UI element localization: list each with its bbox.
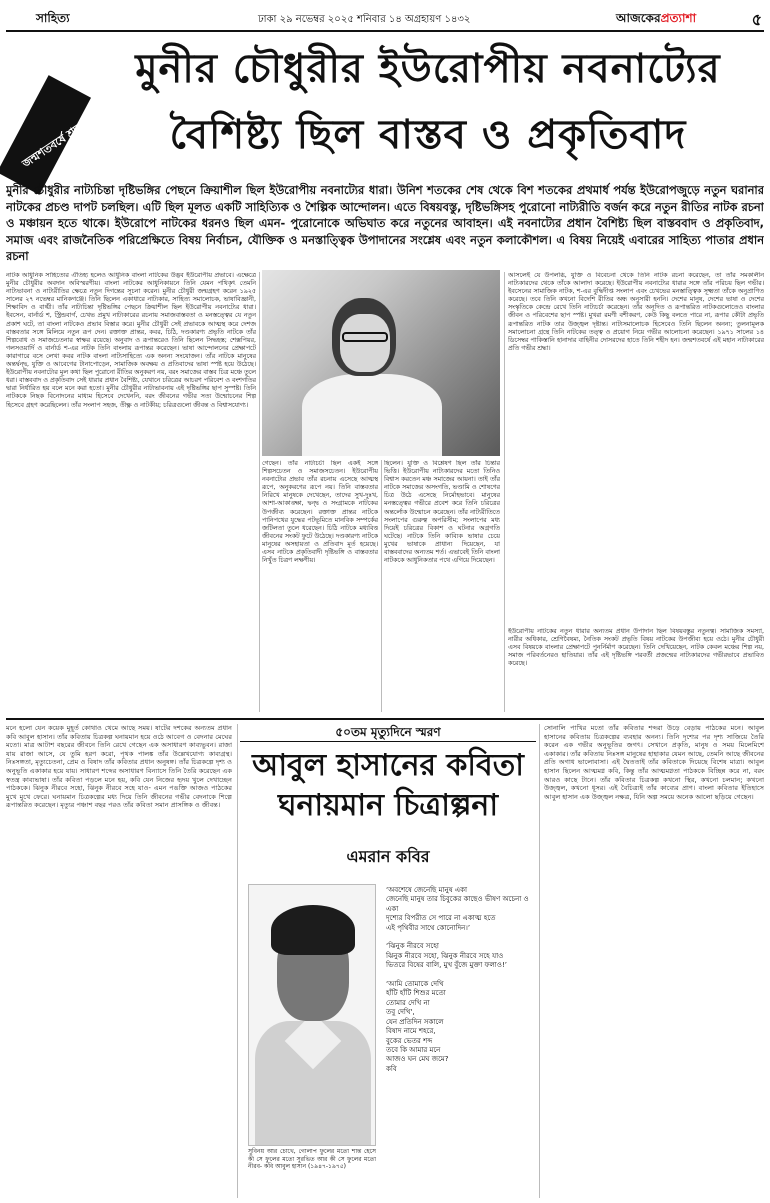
remembrance-label: ৫০তম মৃত্যুদিনে স্মরণ bbox=[335, 725, 441, 739]
main-title-band bbox=[6, 34, 764, 176]
poem-line: বুকের ভেতর শব্দ bbox=[386, 1036, 433, 1045]
remembrance-banner bbox=[240, 722, 536, 742]
poem-line: আজও ঘন মেঘ জমে? bbox=[386, 1055, 449, 1064]
poem-line: তবে কি আমার মনে bbox=[386, 1045, 441, 1054]
glasses-icon bbox=[342, 332, 388, 342]
poem-line: ঝিনুক নীরবে সহো, ঝিনুক নীরবে সহে যাও bbox=[386, 951, 504, 960]
page-number: ৫ bbox=[751, 10, 762, 29]
issue-date: ঢাকা ২৯ নভেম্বর ২০২৫ শনিবার ১৪ অগ্রহায়ণ ১৪৩২ bbox=[258, 14, 471, 25]
poem-line: ভিতরে বিষের বালি, মুখ বুঁজে মুক্তা ফলাও!’ bbox=[386, 961, 507, 970]
poem-line bbox=[386, 971, 534, 980]
section-label: সাহিত্য bbox=[36, 11, 70, 25]
photo-face-shape bbox=[340, 314, 390, 372]
poet-photo bbox=[248, 884, 376, 1146]
paper-prefix: আজকের bbox=[616, 11, 661, 25]
lead-paragraph: মুনীর চৌধুরীর নাট্যচিন্তা দৃষ্টিভঙ্গির পেছনে ক্রিয়াশীল ছিল ইউরোপীয় নবনাট্যের ধারা। উনিশ শতকের শেষ থেকে বিশ শতকের প্রথমার্ধ পর্যন্ত ইউরোপজুড়ে নতুন ঘরানার নাটকের প্রচণ্ড দাপট চলছিল। এটি ছিল মূলত একটি সাহিত্যিক ও শৈল্পিক আন্দোলন। এতে বিষয়বস্তু, দৃষ্টিভঙ্গিসহ পুরোনো নাট্যরীতি বর্জন করে নতুন রীতির নাটক রচনা ও মঞ্চায়ন হতে থাকে। ইউরোপে নাটকের ধরনও ছিল এমন- পুরোনোকে অভিঘাত করে নতুনের আবাহন। এই নবনাট্যের প্রধান বৈশিষ্ট্য ছিল বাস্তববাদ ও প্রকৃতিবাদ, সমাজ এবং রাজনৈতিক পরিপ্রেক্ষিতে বিষয় নির্বাচন, যৌক্তিক ও মনস্তাত্ত্বিক উপাদানের সংশ্লেষ এবং নতুন কলাকৌশল। এ বিষয় নিয়েই এবারের সাহিত্য পাতার প্রধান রচনা bbox=[6, 183, 764, 263]
ribbon-label: জন্মশতবর্ষে শ্রদ্ধা bbox=[19, 119, 88, 171]
poem-article-byline: এমরান কবির bbox=[346, 847, 430, 866]
poem-line: এই পৃথিবীর সাথে কোনোদিন।’ bbox=[386, 923, 471, 932]
anniversary-ribbon bbox=[0, 75, 91, 195]
poem-line: কবি bbox=[386, 1064, 397, 1073]
column-divider bbox=[259, 272, 260, 712]
poem-line: ‘অবশেষে জেনেছি মানুষ একা bbox=[386, 886, 468, 894]
poem-line: হাঁটি হাঁটি শিশুর মতো bbox=[386, 989, 446, 998]
poem-line: তোমার দেখি না bbox=[386, 998, 430, 1007]
poem-line: ‘ঝিনুক নীরবে সহো bbox=[386, 942, 439, 951]
poem-line: যেন প্রতিদিন সকালে bbox=[386, 1017, 444, 1026]
column-divider bbox=[381, 460, 382, 712]
poem-line: জেনেছি মানুষ তার চিবুকের কাছেও ভীষণ অচেনা ও একা bbox=[386, 895, 529, 913]
photo-caption: সুবিনয় আর চোখে, গোলাপ ফুলের মতো শান্ত হেসে কী সে ফুলের মতো সুরভিত আর কী সে ফুলের মতো নীরব- কবি আবুল হাসান (১৯৪৭-১৯৭৫) bbox=[248, 1148, 376, 1170]
poem-article-left-column: মনে হলো যেন কয়েক মুহূর্ত কোথাও থেমে আছে সময়। ষাটের দশকের অন্যতম প্রধান কবি আবুল হাসান। তাঁর কবিতায় চিত্রকল্প ঘনায়মান হয়ে ওঠে আবেগ ও বেদনার মেঘের মতো। মাত্র আটাশ বছরের জীবনে তিনি রেখে গেছেন এক অসাধারণ কাব্যভুবন। রাজা যায় রাজা আসে, যে তুমি হরণ করো, পৃথক পালঙ্ক তাঁর উল্লেখযোগ্য কাব্যগ্রন্থ। নিঃসঙ্গতা, মৃত্যুচেতনা, প্রেম ও বিষাদ তাঁর কবিতার প্রধান অনুষঙ্গ। তাঁর চিত্রকল্পে দৃশ্য ও অনুভূতি একাকার হয়ে যায়। সাধারণ শব্দের অসাধারণ বিন্যাসে তিনি তৈরি করেছেন এক স্বতন্ত্র কাব্যভাষা। তাঁর কবিতা পড়লে মনে হয়, কবি যেন নিজের হৃদয় খুলে দেখাচ্ছেন পাঠককে। ঝিনুক নীরবে সহো, ঝিনুক নীরবে সহে যাও- এমন পঙক্তি আজও পাঠকের মুখে মুখে ফেরে। ঘনায়মান চিত্রকল্পের মধ্য দিয়ে তিনি জীবনের গভীর বেদনাকে শিল্পে রূপান্তরিত করেছেন। মৃত্যুর পঞ্চাশ বছর পরও তাঁর কবিতা সমান প্রাসঙ্গিক ও জীবন্ত। bbox=[6, 724, 232, 810]
author-photo bbox=[262, 270, 500, 456]
newspaper-logo bbox=[616, 10, 696, 30]
poem-article-title: আবুল হাসানের কবিতা ঘনায়মান চিত্রাল্পনা bbox=[252, 748, 524, 823]
column-divider bbox=[504, 272, 505, 712]
section-separator bbox=[6, 718, 764, 720]
column-divider bbox=[237, 724, 238, 1198]
poem-line: বিষাদ নামে শহরে, bbox=[386, 1027, 436, 1036]
poem-line: দৃশ্যের বিপরীত সে পারে না একাত্ম হতে bbox=[386, 914, 496, 923]
poem-line: ‘আমি তোমাকে দেখি bbox=[386, 980, 444, 989]
article-column-5: ইউরোপীয় নাটকের নতুন ধারার অন্যতম প্রধান উপাদান ছিল বিষয়বস্তুর নতুনত্ব। সামাজিক সমস্যা, নারীর অধিকার, শ্রেণিবৈষম্য, নৈতিক সংকট প্রভৃতি বিষয় নাটকের উপজীব্য হয়ে ওঠে। মুনীর চৌধুরী এসব বিষয়কে বাংলার প্রেক্ষাপটে পুনর্নির্মাণ করেছেন। তিনি দেখিয়েছেন, নাটক কেবল মঞ্চের শিল্প নয়, সমাজ পরিবর্তনেরও হাতিয়ার। তাঁর এই দৃষ্টিভঙ্গি পরবর্তী প্রজন্মের নাট্যকারদের গভীরভাবে প্রভাবিত করেছে। bbox=[508, 628, 764, 668]
poem-excerpt bbox=[386, 886, 534, 1074]
article-column-4: আসলেই যে উপলব্ধি, যুক্তি ও বিবেচনা থেকে তিনি নাটক রচনা করেছেন, তা তাঁর সমকালীন নাট্যকারদের থেকে তাঁকে আলাদা করেছে। ইউরোপীয় নবনাট্যের ধারার সঙ্গে তাঁর পরিচয় ছিল গভীর। ইবসেনের সামাজিক নাটক, শ-এর বুদ্ধিদীপ্ত সংলাপ এবং চেখভের মনস্তাত্ত্বিক সূক্ষ্মতা তাঁকে অনুপ্রাণিত করেছে। তবে তিনি কখনো বিদেশি রীতির অন্ধ অনুসারী হননি। দেশের মানুষ, দেশের ভাষা ও দেশের সংস্কৃতিকে কেন্দ্রে রেখে তিনি নাট্যচর্চা করেছেন। তাঁর অনূদিত ও রূপান্তরিত নাটকগুলোতেও বাংলার জীবন ও পরিবেশের ছাপ স্পষ্ট। মুখরা রমণী বশীকরণ, কেউ কিছু বলতে পারে না, রূপার কৌটা প্রভৃতি রূপান্তরিত নাটক তার উজ্জ্বল দৃষ্টান্ত। নাট্যসমালোচক হিসেবেও তিনি ছিলেন অনন্য; তুলনামূলক সমালোচনা গ্রন্থে তিনি নাটকের তত্ত্ব ও প্রয়োগ নিয়ে গভীর আলোচনা করেছেন। ১৯৭১ সালের ১৪ ডিসেম্বর পাকিস্তানি হানাদার বাহিনীর দোসরদের হাতে তিনি শহীদ হন। জন্মশতবর্ষে এই মহান নাট্যকারের প্রতি গভীর শ্রদ্ধা। bbox=[508, 272, 764, 352]
poem-line: তবু দেখি', bbox=[386, 1008, 415, 1017]
column-divider bbox=[539, 724, 540, 1198]
article-column-1: নাটক আধুনিক সাহিত্যের ঐতিহ্য হলেও আধুনিক বাংলা নাটকের উদ্ভব ইউরোপীয় প্রভাবে। এক্ষেত্রে মুনীর চৌধুরীর অবদান অবিস্মরণীয়। বাংলা নাটকের আধুনিকায়নে তিনি যেমন পথিকৃৎ তেমনি নাট্যভাবনা ও নাট্যরীতির ক্ষেত্রে নতুন দিগন্তের সূচনা করেন। মুনীর চৌধুরী জন্মগ্রহণ করেন ১৯২৫ সালের ২৭ নভেম্বর মানিকগঞ্জে। তিনি ছিলেন একাধারে নাট্যকার, সাহিত্য সমালোচক, ভাষাবিজ্ঞানী, শিক্ষাবিদ ও বাগ্মী। তাঁর নাট্যচিন্তা দৃষ্টিভঙ্গির পেছনে ক্রিয়াশীল ছিল ইউরোপীয় নবনাট্যের ধারা। ইবসেন, বার্নার্ড শ, স্ট্রিন্ডবার্গ, চেখভ প্রমুখ নাট্যকারের রচনায় সমাজবাস্তবতা ও মনস্তত্ত্বের যে নতুন প্রকাশ ঘটে, তা বাংলা নাটকেও প্রভাব বিস্তার করে। মুনীর চৌধুরী সেই প্রভাবকে আত্মস্থ করে দেশজ বাস্তবতার সঙ্গে মিলিয়ে নতুন রূপ দেন। রক্তাক্ত প্রান্তর, কবর, চিঠি, দণ্ডকারণ্য প্রভৃতি নাটকে তাঁর শিল্পবোধ ও সমাজচেতনার স্বাক্ষর রয়েছে। অনুবাদ ও রূপান্তরেও তিনি ছিলেন সিদ্ধহস্ত; শেক্সপিয়র, গলসওয়ার্দি ও বার্নার্ড শ-এর নাটক তিনি বাংলায় রূপান্তর করেছেন। ভাষা আন্দোলনের প্রেক্ষাপটে কারাগারে বসে লেখা কবর নাটক বাংলা নাট্যসাহিত্যে এক অনন্য সংযোজন। তাঁর নাটকে মানুষের অন্তর্দ্বন্দ্ব, যুক্তি ও আবেগের টানাপোড়েন, সামাজিক অবক্ষয় ও প্রতিবাদের ভাষা স্পষ্ট হয়ে উঠেছে। ইউরোপীয় নবনাট্যের মূল কথা ছিল পুরোনো রীতির অনুকরণ নয়, বরং সমাজের বাস্তব চিত্র মঞ্চে তুলে ধরা। বাস্তববাদ ও প্রকৃতিবাদ সেই ধারার প্রধান বৈশিষ্ট্য, যেখানে চরিত্রের আচরণ পরিবেশ ও বংশগতির দ্বারা নির্ধারিত হয় বলে মনে করা হতো। মুনীর চৌধুরীর নাট্যভাবনায় এই দৃষ্টিভঙ্গির ছাপ সুস্পষ্ট। তিনি নাটককে নিছক বিনোদনের মাধ্যম হিসেবে দেখেননি, বরং জীবনের গভীর সত্য উন্মোচনের শিল্প হিসেবে গ্রহণ করেছিলেন। তাঁর সংলাপ সহজ, তীক্ষ্ণ ও নাটকীয়; চরিত্রগুলো জীবন্ত ও বিশ্বাসযোগ্য। bbox=[6, 272, 256, 409]
photo-hair-shape bbox=[271, 905, 355, 955]
article-column-3: ছিলেন। যুক্তি ও বিশ্লেষণ ছিল তাঁর চিন্তার ভিত্তি। ইউরোপীয় নাট্যকারদের মতো তিনিও বিশ্বাস করতেন মঞ্চ সমাজের আয়না। তাই তাঁর নাটকে সমাজের অসংগতি, ভণ্ডামি ও শোষণের চিত্র উঠে এসেছে নির্মোহভাবে। মানুষের মনস্তত্ত্বের গভীরে প্রবেশ করে তিনি চরিত্রের অন্তর্লোক উন্মোচন করেছেন। তাঁর নাট্যরীতিতে সংলাপের গুরুত্ব অপরিসীম; সংলাপের মধ্য দিয়েই চরিত্রের বিকাশ ও ঘটনার অগ্রগতি ঘটেছে। নাটকে তিনি কাব্যিক ভাষার চেয়ে মুখের ভাষাকে প্রাধান্য দিয়েছেন, যা বাস্তববাদের অন্যতম শর্ত। এভাবেই তিনি বাংলা নাটককে আধুনিকতার পথে এগিয়ে দিয়েছেন। bbox=[384, 460, 500, 565]
article-column-2: গেছেন। তাঁর নাট্যচর্চা ছিল একই সঙ্গে শিল্পসচেতন ও সমাজসচেতন। ইউরোপীয় নবনাট্যের প্রভাব তাঁর রচনায় এসেছে আত্মস্থ রূপে, অনুকরণের রূপে নয়। তিনি বাস্তবতার নিরিখে মানুষকে দেখেছেন, তাদের সুখ-দুঃখ, আশা-আকাঙ্ক্ষা, দ্বন্দ্ব ও সংগ্রামকে নাটকের উপজীব্য করেছেন। রক্তাক্ত প্রান্তর নাটকে পানিপথের যুদ্ধের পটভূমিতে মানবিক সম্পর্কের জটিলতা তুলে ধরেছেন। চিঠি নাটকে মধ্যবিত্ত জীবনের সংকট ফুটে উঠেছে। দণ্ডকারণ্য নাটকে মানুষের অসহায়তা ও প্রতিবাদ মূর্ত হয়েছে। এসব নাটকে প্রকৃতিবাদী দৃষ্টিভঙ্গি ও বাস্তবতার নিখুঁত চিত্রণ লক্ষণীয়। bbox=[262, 460, 378, 565]
poem-article-right-column: সোনালি পাখির মতো তাঁর কবিতার শব্দরা উড়ে বেড়ায় পাঠকের মনে। আবুল হাসানের কবিতায় চিত্রকল্পের ব্যবহার অনন্য। তিনি দৃশ্যের পর দৃশ্য সাজিয়ে তৈরি করেন এক গভীর অনুভূতির জগৎ। সেখানে প্রকৃতি, মানুষ ও সময় মিলেমিশে একাকার। তাঁর কবিতায় নিঃসঙ্গ মানুষের হাহাকার যেমন আছে, তেমনি আছে জীবনের প্রতি অগাধ ভালোবাসা। এই দ্বৈততাই তাঁর কবিতাকে দিয়েছে বিশেষ মাত্রা। আবুল হাসান ছিলেন আত্মমগ্ন কবি, কিন্তু তাঁর আত্মমগ্নতা পাঠককে বিচ্ছিন্ন করে না, বরং আরও কাছে টানে। তাঁর কবিতার চিত্রকল্প কখনো স্থির, কখনো চলমান; কখনো উজ্জ্বল, কখনো ধূসর। এই বৈচিত্র্যই তাঁর কাব্যের প্রাণ। বাংলা কবিতার ইতিহাসে আবুল হাসান এক উজ্জ্বল নক্ষত্র, যিনি অল্প সময়ে অনেক আলো ছড়িয়ে গেছেন। bbox=[544, 724, 764, 801]
main-headline: মুনীর চৌধুরীর ইউরোপীয় নবনাট্যের বৈশিষ্ট্য ছিল বাস্তব ও প্রকৃতিবাদ bbox=[135, 45, 721, 158]
paper-accent: প্রত্যাশা bbox=[660, 11, 697, 25]
page-header bbox=[6, 6, 764, 32]
photo-body-shape bbox=[302, 374, 442, 456]
